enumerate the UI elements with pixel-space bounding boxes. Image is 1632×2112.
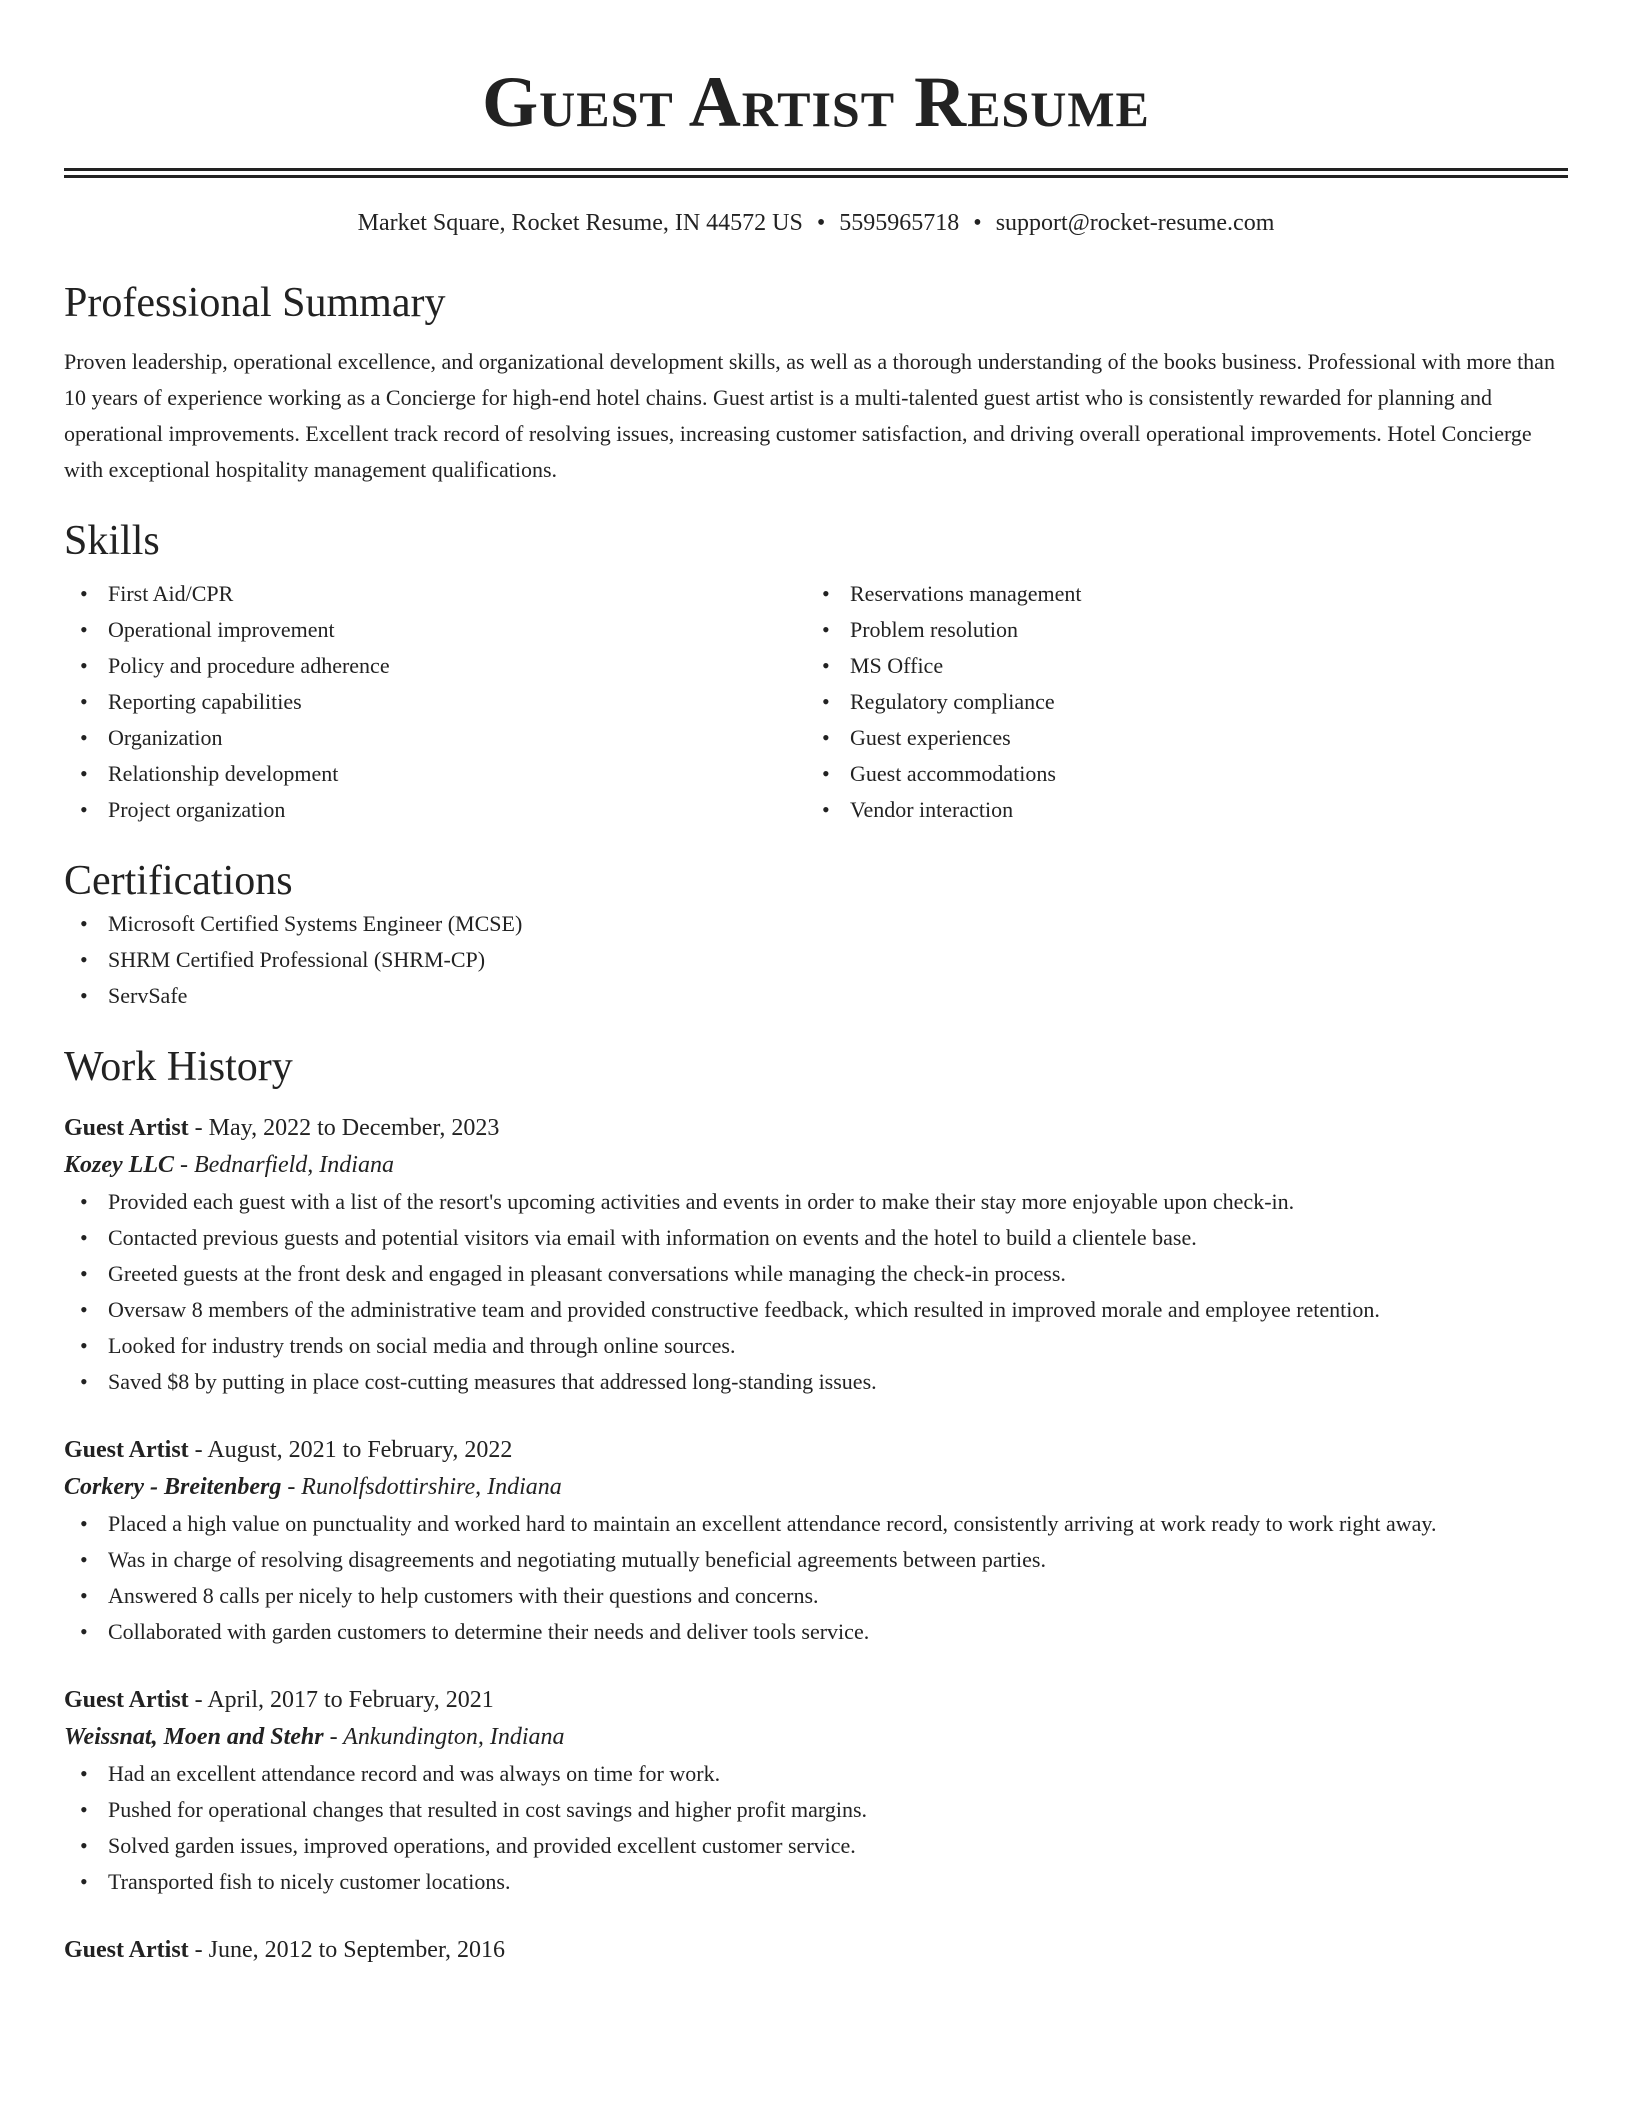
job-duty: • Saved $8 by putting in place cost-cutting measures that addressed long-standing issues.: [64, 1364, 1568, 1400]
job-entry: [64, 1682, 1568, 1900]
skill-item: • Operational improvement: [64, 612, 806, 648]
job-duty: • Transported fish to nicely customer locations.: [64, 1864, 1568, 1900]
job-duty: • Solved garden issues, improved operations, and provided excellent customer service.: [64, 1828, 1568, 1864]
job-title: Guest Artist: [64, 1937, 189, 1963]
job-title-line: [64, 1932, 1568, 1968]
job-duty: • Provided each guest with a list of the resort's upcoming activities and events in order to make their stay more enjoyable upon check-in.: [64, 1184, 1568, 1220]
job-duty: • Greeted guests at the front desk and engaged in pleasant conversations while managing the check-in process.: [64, 1256, 1568, 1292]
job-duty: • Looked for industry trends on social media and through online sources.: [64, 1328, 1568, 1364]
work-history-heading: Work History: [64, 1044, 293, 1090]
skill-item: • Project organization: [64, 792, 806, 828]
skill-item: • MS Office: [806, 648, 1548, 684]
job-dates: - May, 2022 to December, 2023: [188, 1115, 500, 1141]
job-company-line: [64, 1146, 1568, 1184]
skill-item: • Reservations management: [806, 576, 1548, 612]
certification-item: • SHRM Certified Professional (SHRM-CP): [64, 942, 1568, 978]
job-duty: • Pushed for operational changes that resulted in cost savings and higher profit margins.: [64, 1792, 1568, 1828]
job-company: Corkery - Breitenberg: [64, 1474, 282, 1500]
job-title-line: [64, 1432, 1568, 1468]
job-title: Guest Artist: [64, 1687, 189, 1713]
skill-item: • Reporting capabilities: [64, 684, 806, 720]
job-title-line: [64, 1110, 1568, 1146]
job-company: Kozey LLC: [64, 1152, 174, 1178]
job-duties: [64, 1756, 1568, 1900]
page-title: Guest Artist Resume: [482, 62, 1150, 142]
contact-address: Market Square, Rocket Resume, IN 44572 US: [357, 210, 803, 236]
job-duties: [64, 1506, 1568, 1650]
job-duty: • Contacted previous guests and potential visitors via email with information on events and the hotel to build a clientele base.: [64, 1220, 1568, 1256]
job-title: Guest Artist: [64, 1115, 189, 1141]
skill-item: • Guest experiences: [806, 720, 1548, 756]
skill-item: • Guest accommodations: [806, 756, 1548, 792]
skills-list: [64, 576, 1568, 828]
job-company: Weissnat, Moen and Stehr: [64, 1724, 324, 1750]
summary-heading: Professional Summary: [64, 280, 446, 326]
certification-item: • ServSafe: [64, 978, 1568, 1014]
job-duty: • Answered 8 calls per nicely to help customers with their questions and concerns.: [64, 1578, 1568, 1614]
certifications-heading: Certifications: [64, 858, 293, 904]
job-duty: • Collaborated with garden customers to determine their needs and deliver tools service.: [64, 1614, 1568, 1650]
contact-line: [64, 208, 1568, 238]
contact-separator: •: [816, 210, 826, 236]
job-duty: • Had an excellent attendance record and was always on time for work.: [64, 1756, 1568, 1792]
job-dates: - August, 2021 to February, 2022: [188, 1437, 513, 1463]
job-entry: [64, 1932, 1568, 1968]
job-location: - Bednarfield, Indiana: [173, 1152, 394, 1178]
job-title-line: [64, 1682, 1568, 1718]
certification-item: • Microsoft Certified Systems Engineer (MCSE): [64, 906, 1568, 942]
skill-item: • Organization: [64, 720, 806, 756]
title-divider: [64, 168, 1568, 178]
skills-column-left: [64, 576, 806, 828]
job-company-line: [64, 1468, 1568, 1506]
job-dates: - June, 2012 to September, 2016: [188, 1937, 505, 1963]
job-location: - Runolfsdottirshire, Indiana: [281, 1474, 562, 1500]
summary-text: Proven leadership, operational excellence, and organizational development skills, as well as a thorough understanding of the books business. Professional with more than 10 years of experience working as a Concierge for high-end hotel chains. Guest artist is a multi-talented guest artist who is consistently rewarded for planning and operational improvements. Excellent track record of resolving issues, increasing customer satisfaction, and driving overall operational improvements. Hotel Concierge with exceptional hospitality management qualifications.: [64, 349, 1555, 482]
skills-heading: Skills: [64, 518, 160, 564]
skill-item: • Regulatory compliance: [806, 684, 1548, 720]
job-location: - Ankundington, Indiana: [323, 1724, 565, 1750]
job-duty: • Oversaw 8 members of the administrative team and provided constructive feedback, which resulted in improved morale and employee retention.: [64, 1292, 1568, 1328]
skill-item: • Problem resolution: [806, 612, 1548, 648]
contact-separator: •: [973, 210, 982, 236]
skill-item: • Relationship development: [64, 756, 806, 792]
resume-page: [64, 0, 1568, 1968]
job-entry: [64, 1110, 1568, 1400]
job-duties: [64, 1184, 1568, 1400]
certifications-list: [64, 906, 1568, 1014]
skill-item: • Policy and procedure adherence: [64, 648, 806, 684]
contact-phone: 5595965718: [839, 210, 960, 236]
skill-item: • First Aid/CPR: [64, 576, 806, 612]
job-entry: [64, 1432, 1568, 1650]
job-duty: • Placed a high value on punctuality and worked hard to maintain an excellent attendance record, consistently arriving at work ready to work right away.: [64, 1506, 1568, 1542]
job-company-line: [64, 1718, 1568, 1756]
job-dates: - April, 2017 to February, 2021: [188, 1687, 494, 1713]
job-duty: • Was in charge of resolving disagreements and negotiating mutually beneficial agreements between parties.: [64, 1542, 1568, 1578]
contact-email: support@rocket-resume.com: [995, 210, 1275, 236]
skills-column-right: [806, 576, 1548, 828]
job-title: Guest Artist: [64, 1437, 189, 1463]
skill-item: • Vendor interaction: [806, 792, 1548, 828]
